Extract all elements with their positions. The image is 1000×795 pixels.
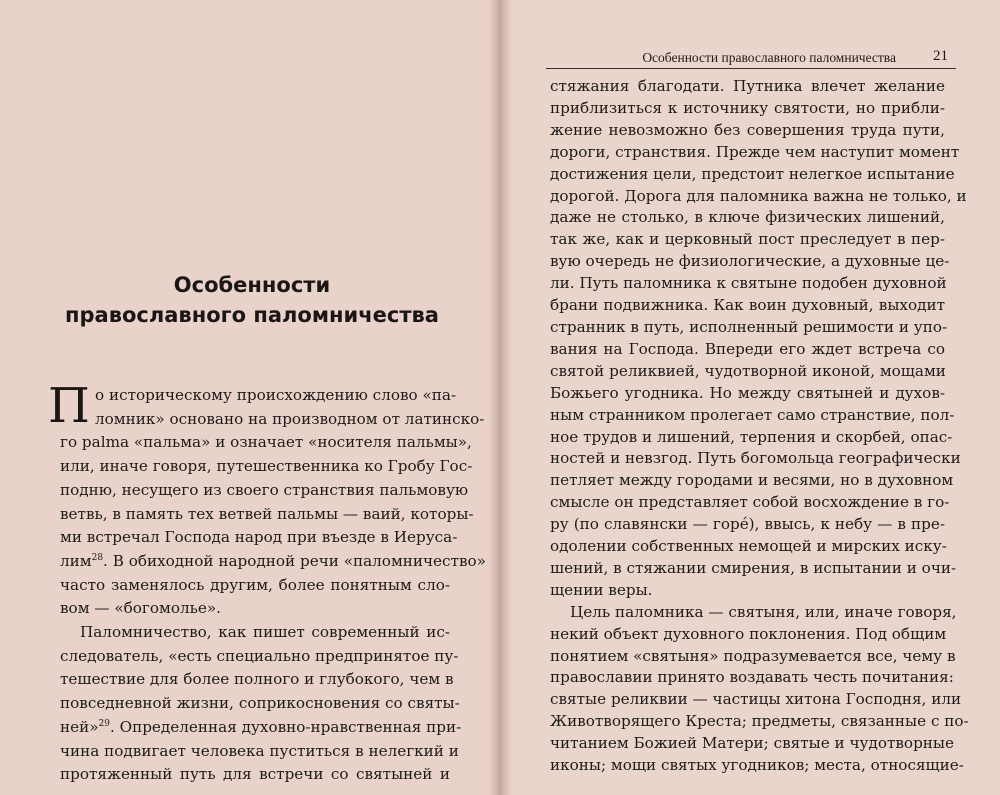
right-body-text	[550, 76, 969, 777]
text-line: дороги, странствия. Прежде чем наступит момент	[550, 142, 960, 161]
left-body-text	[48, 378, 486, 787]
text-line: понятием «святыня» подразумевается все, чему в	[550, 646, 956, 665]
text-line: некий объект духовного поклонения. Под общим	[550, 624, 947, 643]
chapter-title-line: православного паломничества	[65, 303, 439, 327]
text-line: дорогой. Дорога для паломника важна не только, и	[550, 186, 967, 205]
text-line: так же, как и церковный пост преследует в пер-	[550, 230, 945, 249]
text-line: шений, в стяжании смирения, в испытании и очи-	[550, 558, 957, 577]
text-line: достижения цели, предстоит нелегкое испытание	[550, 164, 955, 183]
paragraph	[48, 378, 486, 621]
text-line: Божьего угодника. Но между святыней и духов-	[550, 383, 945, 402]
text-line: вом — «богомолье».	[60, 599, 222, 618]
text-line: иконы; мощи святых угодников; места, относящие-	[550, 756, 964, 775]
text-line: ми встречал Господа народ при въезде в Иерусa-	[60, 528, 458, 547]
text-line: ветвь, в память тех ветвей пальмы — ваий, которы-	[60, 504, 474, 523]
text-line: читанием Божией Матери; святые и чудотворные	[550, 734, 954, 753]
text-line: ностей и невзгод. Путь богомольца географически	[550, 449, 961, 468]
drop-cap: П	[48, 378, 90, 434]
paragraph	[60, 621, 462, 787]
text-line: протяженный путь для встречи со святыней и	[60, 765, 450, 784]
right-page	[504, 0, 1000, 795]
book-spine	[488, 0, 512, 795]
footnote-marker: 29	[98, 718, 110, 729]
text-line: часто заменялось другим, более понятным сло-	[60, 575, 450, 594]
text-line: повседневной жизни, соприкосновения со святы-	[60, 694, 460, 713]
page-number: 21	[933, 48, 948, 64]
text-line: Цель паломника — святыня, или, иначе говоря,	[570, 602, 957, 621]
text-fragment: ней»	[60, 717, 99, 736]
text-line: тешествие для более полного и глубокого, чем в	[60, 670, 454, 689]
text-line: Паломничество, как пишет современный ис-	[80, 623, 450, 642]
text-line: вую очередь не физиологические, а духовные це-	[550, 252, 950, 271]
text-line: щении веры.	[550, 580, 653, 599]
text-line: смысле он представляет собой восхождение в го-	[550, 493, 950, 512]
text-line	[60, 550, 486, 574]
text-line: Животворящего Креста; предметы, связанные с по-	[550, 712, 969, 731]
text-line: о историческому происхождению слово «па-	[95, 386, 457, 404]
text-fragment: . Определенная духовно-нравственная при-	[109, 717, 462, 736]
text-fragment: лим	[60, 551, 92, 570]
footnote-marker: 28	[91, 552, 104, 563]
text-line: стяжания благодати. Путника влечет желание	[550, 77, 945, 95]
text-line: странник в путь, исполненный решимости и упо-	[550, 317, 948, 336]
text-line: подню, несущего из своего странствия пальмовую	[60, 480, 469, 499]
chapter-title-line: Особенности	[173, 273, 331, 297]
text-line: святые реликвии — частицы хитона Господня, или	[550, 690, 962, 709]
text-line: брани подвижника. Как воин духовный, выходит	[550, 296, 945, 315]
text-line: ным странником пролегает само странствие, пол-	[550, 405, 955, 424]
text-line: православии принято воздавать честь почитания:	[550, 668, 954, 687]
text-line: следователь, «есть специально предпринятое пу-	[60, 646, 459, 665]
text-line: ломник» основано на производном от латинско-	[95, 409, 485, 428]
text-line: жение невозможно без совершения труда пути,	[550, 120, 945, 139]
text-line: приблизиться к источнику святости, но прибли-	[550, 98, 945, 117]
text-line	[60, 716, 462, 740]
chapter-title	[52, 270, 452, 330]
text-line: одолении собственных немощей и мирских иску-	[550, 537, 947, 556]
left-page	[0, 0, 496, 795]
text-line: петляет между городами и весями, но в духовном	[550, 471, 954, 490]
text-line: ли. Путь паломника к святыне подобен духовной	[550, 274, 947, 293]
text-line: ру (по славянски — горé), ввысь, к небу — в пре-	[550, 515, 945, 534]
text-line: го palma «пальма» и означает «носителя пальмы»,	[60, 433, 472, 452]
text-line: святой реликвией, чудотворной иконой, мощами	[550, 361, 946, 380]
running-header	[546, 48, 956, 69]
text-line: или, иначе говоря, путешественника ко Гробу Гос-	[60, 457, 473, 476]
running-header-title: Особенности православного паломничества	[642, 50, 896, 65]
text-line: вания на Господа. Впереди его ждет встреча со	[550, 339, 945, 358]
text-line: даже не столько, в ключе физических лишений,	[550, 208, 945, 227]
text-line: ное трудов и лишений, терпения и скорбей, опас-	[550, 427, 953, 446]
text-fragment: . В обиходной народной речи «паломничество»	[103, 551, 486, 570]
text-line: чина подвигает человека пуститься в нелегкий и	[60, 741, 459, 760]
